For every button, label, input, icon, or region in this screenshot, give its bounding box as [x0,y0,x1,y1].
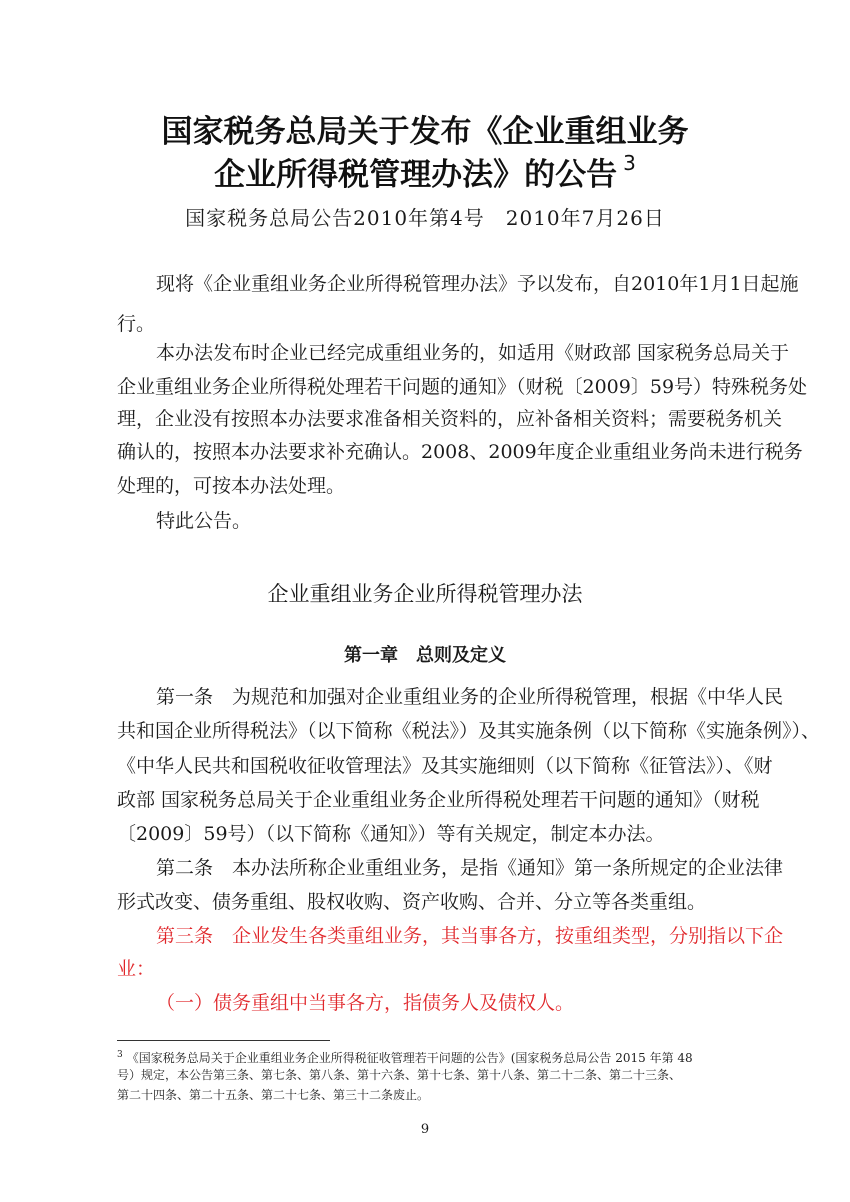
footnote-line-2: 号）规定，本公告第三条、第七条、第八条、第十六条、第十七条、第十八条、第二十二条、第二十三条、 [117,1068,682,1082]
intro-p2-line-1: 本办法发布时企业已经完成重组业务的，如适用《财政部 国家税务总局关于 [156,342,790,364]
intro-p2-line-3: 理，企业没有按照本办法要求准备相关资料的，应补备相关资料；需要税务机关 [117,408,783,430]
announcement-number-date: 国家税务总局公告2010年第4号 2010年7月26日 [185,206,665,230]
article-3-line-2: 业： [117,958,156,980]
title-line-1 [0,106,850,151]
title-footnote-ref[interactable]: 3 [623,150,636,175]
footnote-line-1-text: 《国家税务总局关于企业重组业务企业所得税征收管理若干问题的公告》(国家税务总局公告 2015 年第 48 [126,1051,693,1065]
title-line-1-text: 国家税务总局关于发布《企业重组业务 [161,114,689,150]
chapter-heading: 第一章 总则及定义 [344,645,506,666]
article-1-line-3: 《中华人民共和国税收征收管理法》及其实施细则（以下简称《征管法》）、《财 [117,755,773,777]
article-1-line-1: 第一条 为规范和加强对企业重组业务的企业所得税管理，根据《中华人民 [156,686,784,708]
intro-p2-line-5: 处理的，可按本办法处理。 [117,475,346,497]
intro-p2-line-4: 确认的，按照本办法要求补充确认。2008、2009年度企业重组业务尚未进行税务 [117,441,803,463]
intro-p3: 特此公告。 [156,510,252,532]
title-line-2 [0,149,850,194]
article-3-line-1: 第三条 企业发生各类重组业务，其当事各方，按重组类型，分别指以下企 [156,925,784,947]
article-2-line-2: 形式改变、债务重组、股权收购、资产收购、合并、分立等各类重组。 [117,891,707,913]
title-line-2-text: 企业所得税管理办法》的公告 [214,157,618,193]
article-1-line-5: 〔2009〕59号）（以下简称《通知》）等有关规定，制定本办法。 [117,823,665,845]
document-title: 企业重组业务企业所得税管理办法 [267,582,583,606]
article-1-line-2: 共和国企业所得税法》（以下简称《税法》）及其实施条例（以下简称《实施条例》）、 [117,720,821,742]
page-number: 9 [420,1122,430,1137]
footnote-line-3: 第二十四条、第二十五条、第二十七条、第三十二条废止。 [117,1088,430,1102]
intro-p1-line-1: 现将《企业重组业务企业所得税管理办法》予以发布，自2010年1月1日起施 [156,273,799,295]
article-3-item-1: （一）债务重组中当事各方，指债务人及债权人。 [156,992,575,1014]
footnote-line-1 [117,1047,693,1066]
footnote-mark: 3 [117,1050,123,1060]
intro-p1-line-2: 行。 [117,313,156,335]
article-2-line-1: 第二条 本办法所称企业重组业务，是指《通知》第一条所规定的企业法律 [156,857,784,879]
article-1-line-4: 政部 国家税务总局关于企业重组业务企业所得税处理若干问题的通知》（财税 [117,789,760,811]
footnote-separator [117,1040,330,1041]
intro-p2-line-2: 企业重组业务企业所得税处理若干问题的通知》（财税〔2009〕59号）特殊税务处 [117,376,808,398]
